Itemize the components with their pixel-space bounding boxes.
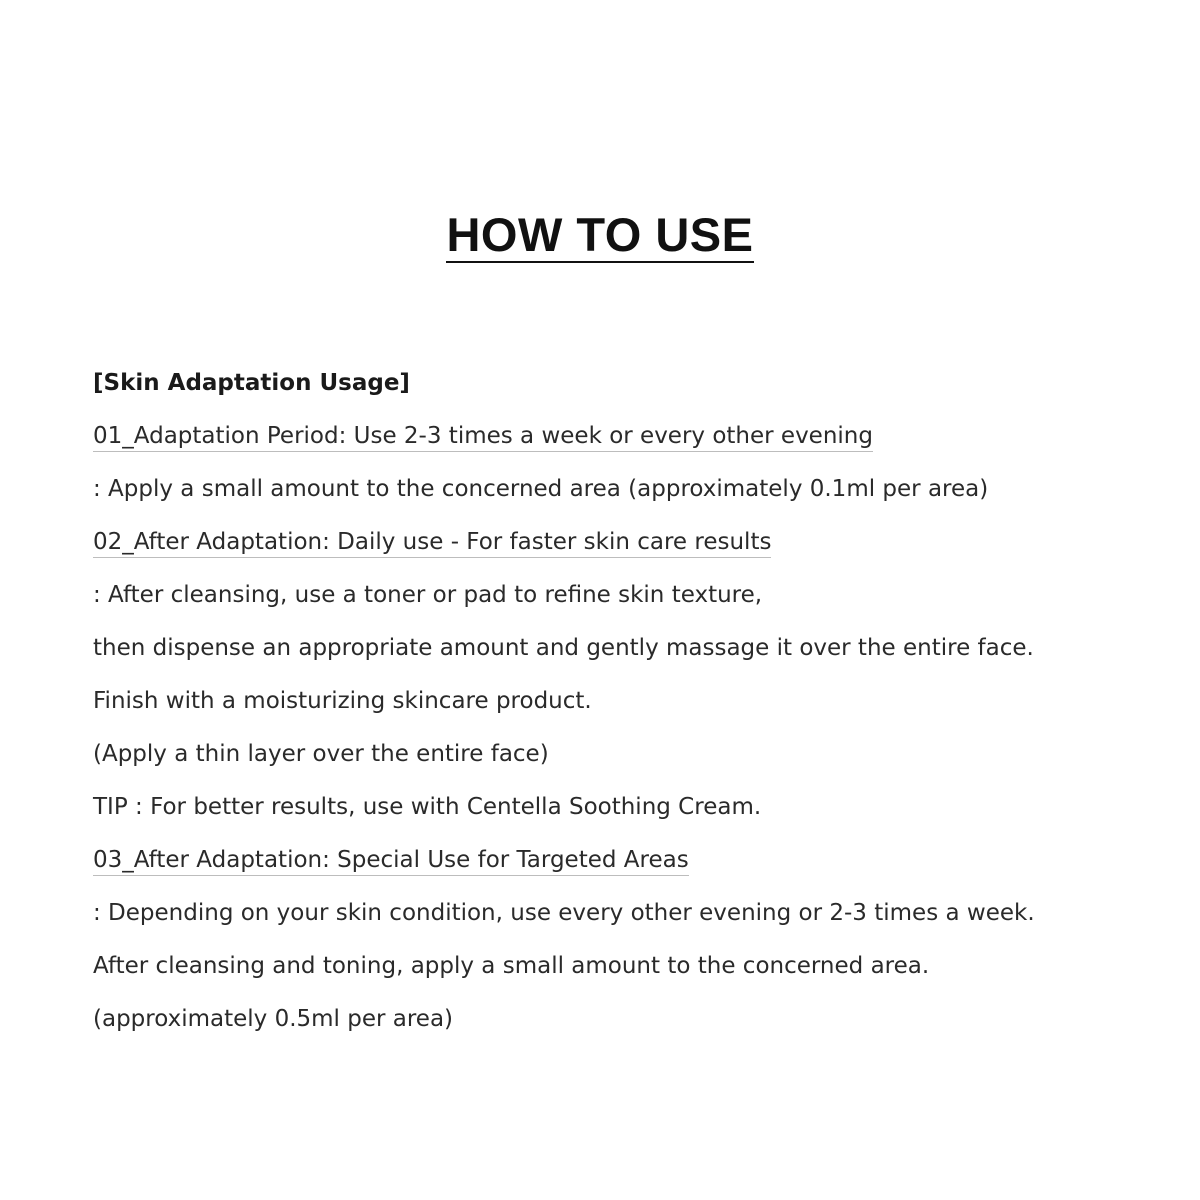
step-2-line-1 xyxy=(93,578,1173,631)
step-2-text: then dispense an appropriate amount and gently massage it over the entire face. xyxy=(93,635,1034,661)
step-3-heading-row xyxy=(93,843,1173,896)
page-title: HOW TO USE xyxy=(446,210,753,263)
step-3-line-3 xyxy=(93,1002,1173,1055)
step-2-text: (Apply a thin layer over the entire face) xyxy=(93,741,549,767)
step-2-heading-row xyxy=(93,525,1173,578)
step-2-text: : After cleansing, use a toner or pad to refine skin texture, xyxy=(93,582,763,608)
step-2-tip xyxy=(93,790,1173,843)
step-3-text: After cleansing and toning, apply a small amount to the concerned area. xyxy=(93,953,930,979)
section-heading-row xyxy=(93,366,1173,419)
step-1-line-1 xyxy=(93,472,1173,525)
step-1-text: : Apply a small amount to the concerned area (approximately 0.1ml per area) xyxy=(93,476,989,502)
step-2-line-4 xyxy=(93,737,1173,790)
step-3-text: : Depending on your skin condition, use every other evening or 2-3 times a week. xyxy=(93,900,1035,926)
title-container xyxy=(0,210,1200,263)
tip-text: TIP : For better results, use with Centella Soothing Cream. xyxy=(93,794,762,820)
step-3-line-1 xyxy=(93,896,1173,949)
step-2-line-2 xyxy=(93,631,1173,684)
usage-instructions xyxy=(93,366,1173,1055)
section-heading: [Skin Adaptation Usage] xyxy=(93,370,410,396)
step-2-line-3 xyxy=(93,684,1173,737)
step-2-text: Finish with a moisturizing skincare product. xyxy=(93,688,592,714)
step-3-text: (approximately 0.5ml per area) xyxy=(93,1006,454,1032)
step-3-line-2 xyxy=(93,949,1173,1002)
step-3-heading: 03_After Adaptation: Special Use for Targeted Areas xyxy=(93,845,689,876)
step-2-heading: 02_After Adaptation: Daily use - For faster skin care results xyxy=(93,527,771,558)
step-1-heading-row xyxy=(93,419,1173,472)
step-1-heading: 01_Adaptation Period: Use 2-3 times a week or every other evening xyxy=(93,421,873,452)
